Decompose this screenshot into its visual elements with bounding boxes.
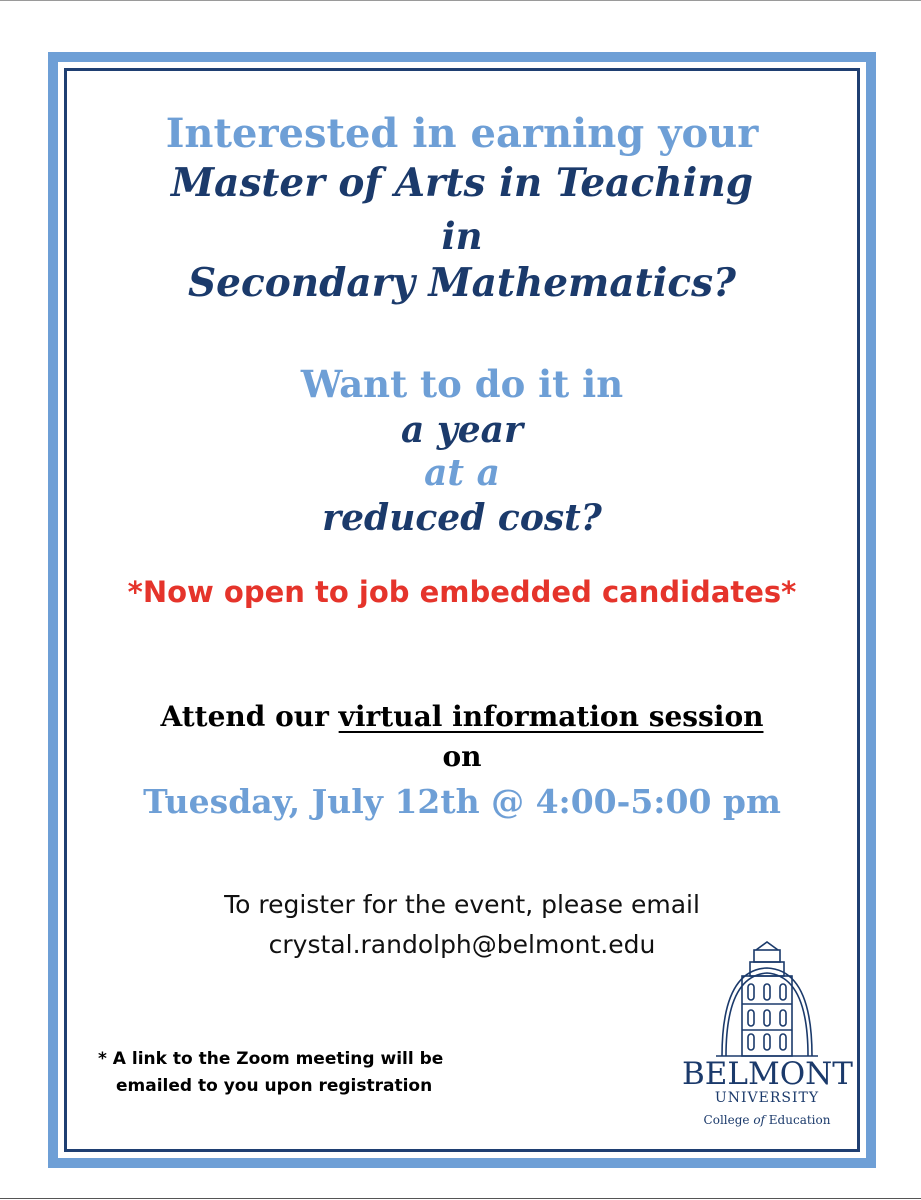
headline-line-2: Master of Arts in Teaching [171, 160, 753, 206]
attend-line [64, 700, 860, 733]
question-line-3: at a [424, 452, 500, 494]
question-line-2: a year [401, 409, 523, 451]
logo-university: UNIVERSITY [714, 1090, 820, 1106]
on-line: on [442, 740, 482, 773]
headline-line-1: Interested in earning your [165, 110, 759, 157]
zoom-note [98, 1046, 498, 1100]
zoom-note-line-2: emailed to you upon registration [116, 1076, 433, 1096]
logo-college-suffix: Education [764, 1113, 831, 1127]
register-line: To register for the event, please email [224, 890, 700, 919]
page-edge-bottom [0, 1198, 921, 1199]
contact-email[interactable]: crystal.randolph@belmont.edu [268, 930, 656, 959]
logo-college-prefix: College [703, 1113, 754, 1127]
headline-line-3: in [441, 214, 483, 258]
announcement: *Now open to job embedded candidates* [127, 575, 797, 609]
headline-line-4: Secondary Mathematics? [188, 260, 736, 306]
logo-college [682, 1113, 852, 1127]
session-date-time: Tuesday, July 12th @ 4:00-5:00 pm [143, 782, 781, 821]
page-edge-top [0, 0, 921, 1]
virtual-session-link[interactable]: virtual information session [338, 700, 764, 733]
bell-tower-icon [712, 940, 822, 1058]
question-line-1: Want to do it in [300, 362, 624, 406]
logo-college-of: of [753, 1113, 765, 1127]
question-line-4: reduced cost? [322, 497, 602, 539]
zoom-note-line-1: * A link to the Zoom meeting will be [98, 1049, 444, 1069]
belmont-logo [682, 940, 852, 1140]
attend-prefix: Attend our [160, 700, 339, 733]
logo-name: BELMONT [682, 1056, 853, 1092]
